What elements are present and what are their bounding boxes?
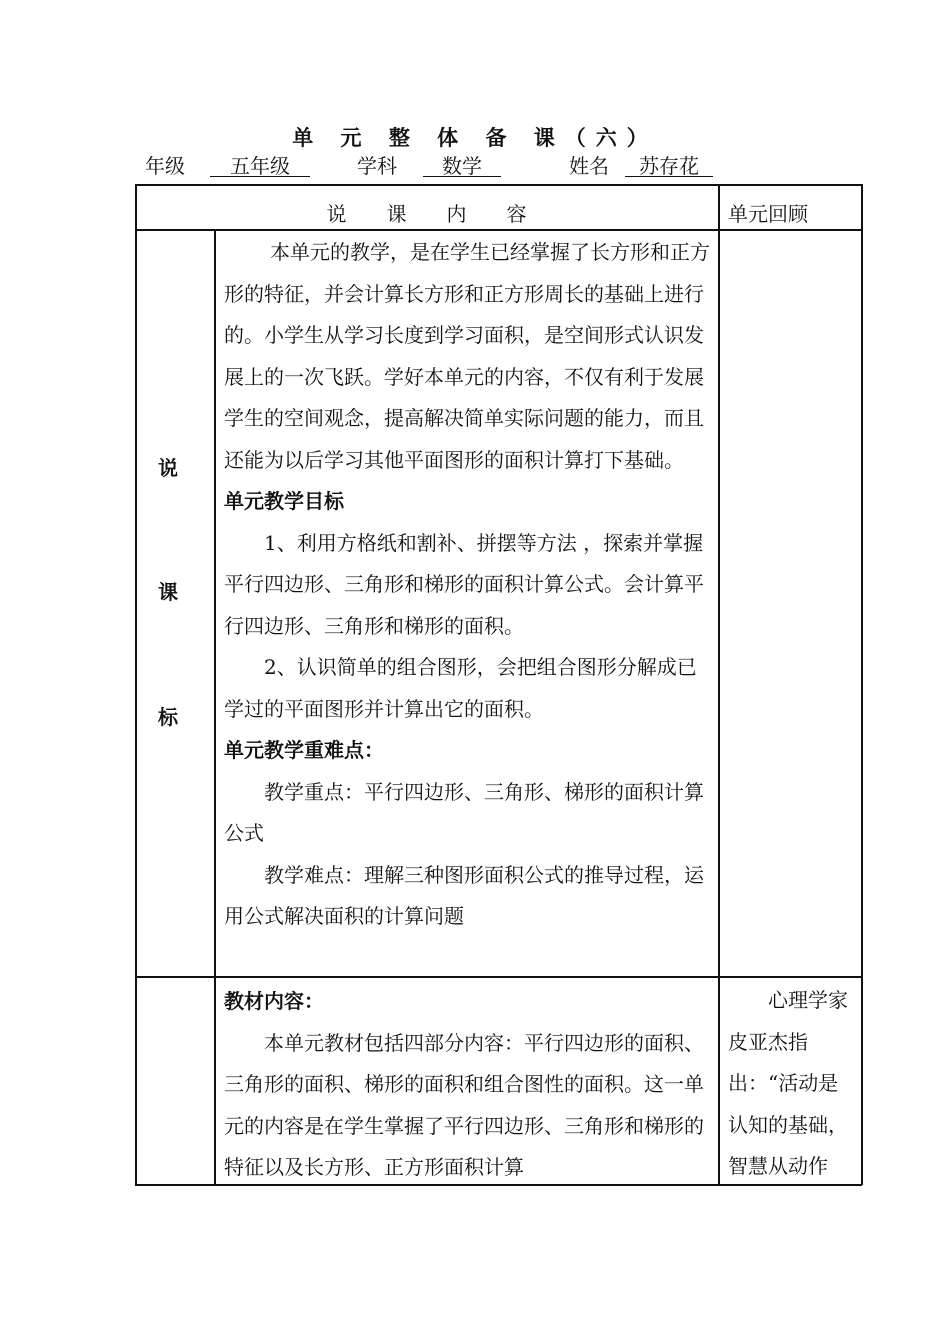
side-char-3: 标 bbox=[158, 705, 178, 729]
key-point: 教学重点：平行四边形、三角形、梯形的面积计算公式 bbox=[224, 779, 704, 845]
goals-heading: 单元教学目标 bbox=[224, 489, 344, 513]
header-content: 说 课 内 容 bbox=[326, 202, 527, 226]
subject-label: 学科 bbox=[357, 154, 397, 178]
grade-label: 年级 bbox=[145, 154, 185, 178]
goal-1: 1、利用方格纸和割补、拼摆等方法 ，探索并掌握平行四边形、三角形和梯形的面积计算公式。会计算平行四边形、三角形和梯形的面积。 bbox=[224, 530, 704, 638]
grade-value: 五年级 bbox=[210, 150, 310, 177]
subject-value: 数学 bbox=[423, 150, 501, 177]
header-review: 单元回顾 bbox=[728, 202, 808, 226]
side-char-2: 课 bbox=[158, 580, 178, 604]
material-paragraph: 本单元教材包括四部分内容：平行四边形的面积、三角形的面积、梯形的面积和组合图性的面积。这一单元的内容是在学生掌握了平行四边形、三角形和梯形的特征以及长方形、正方形面积计算 bbox=[224, 1030, 704, 1179]
material-heading: 教材内容： bbox=[224, 989, 324, 1013]
name-label: 姓名 bbox=[569, 154, 609, 178]
side-char-1: 说 bbox=[158, 456, 178, 480]
goal-2: 2、认识简单的组合图形，会把组合图形分解成已学过的平面图形并计算出它的面积。 bbox=[224, 655, 697, 721]
intro-paragraph: 本单元的教学，是在学生已经掌握了长方形和正方形的特征，并会计算长方形和正方形周长的基础上进行的。小学生从学习长度到学习面积，是空间形式认识发展上的一次飞跃。学好本单元的内容，不仅有利于发展学生的空间观念，提高解决简单实际问题的能力，而且还能为以后学习其他平面图形的面积计算打下基础。 bbox=[224, 240, 710, 472]
difficult-point: 教学难点：理解三种图形面积公式的推导过程，运用公式解决面积的计算问题 bbox=[224, 862, 704, 928]
key-points-heading: 单元教学重难点： bbox=[224, 738, 384, 762]
name-value: 苏存花 bbox=[625, 150, 713, 177]
page-title: 单 元 整 体 备 课（六） bbox=[292, 125, 658, 150]
row2-content bbox=[224, 981, 712, 1189]
row1-content bbox=[224, 232, 712, 938]
review-text: 心理学家皮亚杰指出：“活动是认知的基础，智慧从动作 bbox=[728, 988, 848, 1178]
